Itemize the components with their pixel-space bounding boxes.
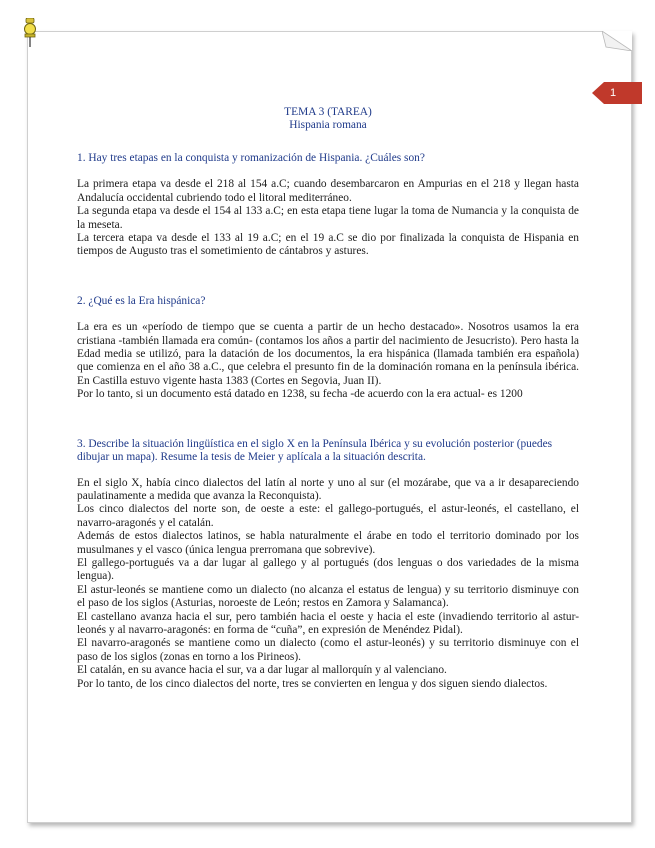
answer-paragraph: Además de estos dialectos latinos, se habla naturalmente el árabe en todo el territorio dominado por los musulmanes y el vasco (única lengua prerromana que sobrevive).: [77, 530, 579, 556]
answer-paragraph: El gallego-portugués va a dar lugar al gallego y al portugués (dos lenguas o dos variedades de la misma lengua).: [77, 556, 579, 583]
comment-number[interactable]: 1: [609, 87, 617, 99]
question-1: 1. Hay tres etapas en la conquista y romanización de Hispania. ¿Cuáles son?: [77, 152, 425, 164]
title-block: [77, 106, 579, 132]
question-2: 2. ¿Qué es la Era hispánica?: [77, 294, 206, 307]
answer-paragraph: La era es un «período de tiempo que se cuenta a partir de un hecho destacado». Nosotros usamos la era cristiana -también llamada era común- (contamos los años a partir del nacimiento de Jesucristo). Pero hasta la Edad media se utilizó, para la datación de los documentos, la era hispánica (llamada también era española) que comienza en el año 38 a.C., que celebra el presunto fin de la dominación romana en la península ibérica. En Castilla estuvo vigente hasta 1383 (Cortes en Segovia, Juan II).: [77, 321, 579, 387]
answer-paragraph: El navarro-aragonés se mantiene como un dialecto (como el astur-leonés) y su territorio disminuye con el paso de los siglos (zonas en torno a los Pirineos).: [77, 637, 579, 663]
question-3: 3. Describe la situación lingüística en el siglo X en la Península Ibérica y su evolución posterior (puedes dibujar un mapa). Resume la tesis de Meier y aplícala a la situación descrita.: [77, 437, 553, 464]
document-title: TEMA 3 (TAREA): [284, 106, 372, 118]
answer-paragraph: Los cinco dialectos del norte son, de oeste a este: el gallego-portugués, el astur-leonés, el castellano, el navarro-aragonés y el catalán.: [77, 503, 579, 529]
answer-2: [77, 321, 579, 401]
answer-3: [77, 477, 579, 692]
answer-paragraph: El catalán, en su avance hacia el sur, va a dar lugar al mallorquín y al valenciano.: [77, 664, 447, 677]
answer-paragraph: Por lo tanto, de los cinco dialectos del norte, tres se convierten en lengua y dos siguen siendo dialectos.: [77, 677, 548, 690]
answer-1: [77, 178, 579, 258]
answer-paragraph: La tercera etapa va desde el 133 al 19 a.C; en el 19 a.C se dio por finalizada la conquista de Hispania en tiempos de Augusto tras el sometimiento de cántabros y astures.: [77, 232, 579, 258]
document-content: [77, 106, 579, 691]
answer-paragraph: Por lo tanto, si un documento está datado en 1238, su fecha -de acuerdo con la era actual- es 1200: [77, 388, 523, 401]
document-subtitle: Hispania romana: [289, 119, 367, 131]
answer-paragraph: El castellano avanza hacia el sur, pero también hacia el oeste y hacia el este (invadiendo territorio al astur-leonés y al navarro-aragonés: en forma de “cuña”, en expresión de Menéndez Pidal).: [77, 610, 579, 636]
answer-paragraph: La primera etapa va desde el 218 al 154 a.C; cuando desembarcaron en Ampurias en el 218 y llegan hasta Andalucía occidental cubriendo todo el litoral mediterráneo.: [77, 178, 579, 204]
answer-paragraph: El astur-leonés se mantiene como un dialecto (no alcanza el estatus de lengua) y su territorio disminuye con el paso de los siglos (Asturias, noroeste de León; restos en Zamora y Salamanca).: [77, 583, 579, 610]
answer-paragraph: En el siglo X, había cinco dialectos del latín al norte y uno al sur (el mozárabe, que va a ir desapareciendo paulatinamente a medida que avanza la Reconquista).: [77, 476, 579, 502]
page-fold-icon: [602, 31, 632, 51]
answer-paragraph: La segunda etapa va desde el 154 al 133 a.C; en esta etapa tiene lugar la toma de Numancia y la conquista de la meseta.: [77, 205, 579, 231]
pushpin-icon[interactable]: [21, 18, 39, 48]
